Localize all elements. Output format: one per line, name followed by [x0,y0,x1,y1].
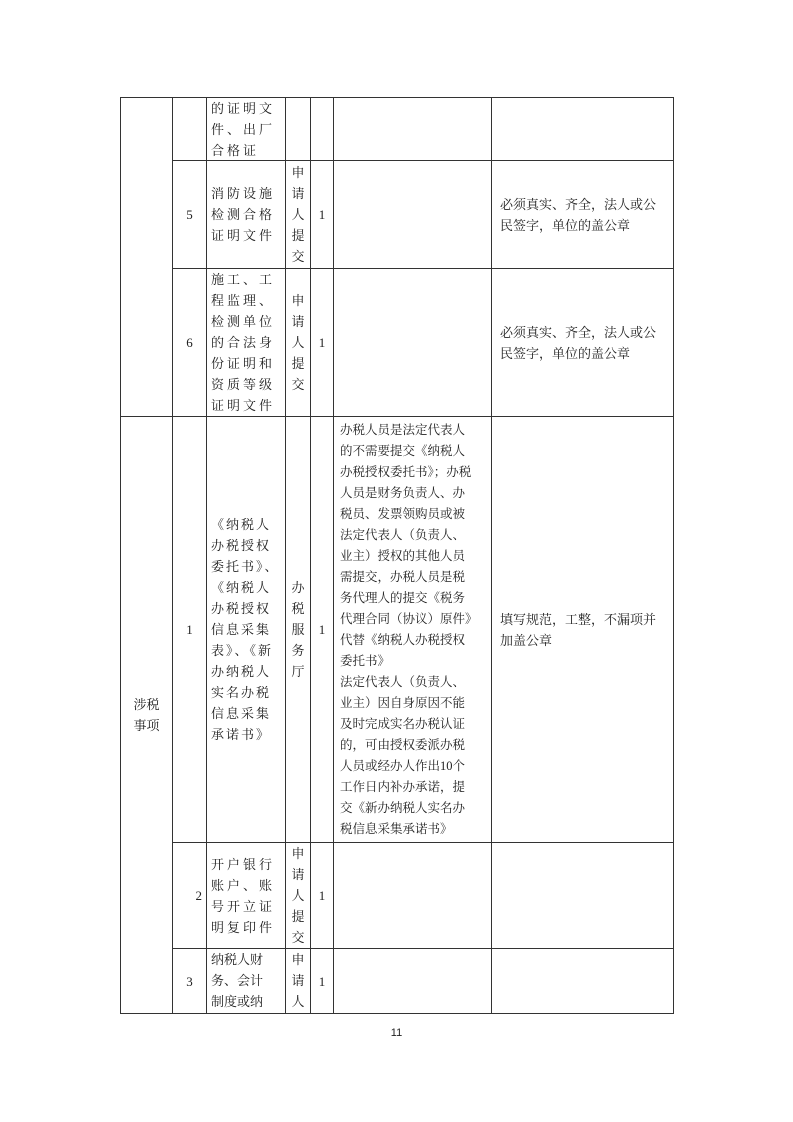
material-cell: 纳税人财 务、会计 制度或纳 [206,948,286,1014]
note-cell [333,160,492,269]
copies-cell: 1 [310,948,334,1014]
note-cell [333,948,492,1014]
category-label: 涉税 事项 [133,697,160,733]
material-cell: 的证明文 件、出厂 合格证 [206,97,286,161]
note-cell [333,842,492,949]
requirement-cell [491,948,674,1014]
material-cell: 开户银行 账户、账 号开立证 明复印件 [206,842,286,949]
no-cell: 5 [172,160,207,269]
no-cell: 1 [172,416,207,843]
requirement-cell [491,842,674,949]
no-cell [172,97,207,161]
copies-cell: 1 [310,160,334,269]
source-cell: 申 请 人 提 交 [285,842,311,949]
source-cell [285,97,311,161]
material-cell: 施工、工 程监理、 检测单位 的合法身 份证明和 资质等级 证明文件 [206,268,286,417]
copies-cell: 1 [310,842,334,949]
requirement-cell: 必须真实、齐全，法人或公 民签字，单位的盖公章 [491,160,674,269]
no-cell: 2 [172,842,207,949]
requirement-cell: 必须真实、齐全，法人或公 民签字，单位的盖公章 [491,268,674,417]
no-cell: 6 [172,268,207,417]
requirement-cell: 填写规范，工整，不漏项并 加盖公章 [491,416,674,843]
note-cell: 办税人员是法定代表人 的不需要提交《纳税人 办税授权委托书》；办税 人员是财务负责人、办 税员、发票领购员或被 法定代表人（负责人、 业主）授权的其他人员 需提交，办税人员是税 务代理人的提交《税务 代理合同（协议）原件》 代替《纳税人办税授权 委托书》 法定代表人（负责人、 业主）因自身原因不能 及时完成实名办税认证 的，可由授权委派办税 人员或经办人作出10个 工作日内补办承诺，提 交《新办纳税人实名办 税信息采集承诺书》 [333,416,492,843]
note-cell [333,97,492,161]
source-cell: 办 税 服 务 厅 [285,416,311,843]
note-cell [333,268,492,417]
category-cell-tax [120,416,173,1014]
material-cell: 消防设施 检测合格 证明文件 [206,160,286,269]
no-cell: 3 [172,948,207,1014]
copies-cell: 1 [310,268,334,417]
category-cell-previous [120,97,173,417]
source-cell: 申 请 人 [285,948,311,1014]
page-number: 11 [390,1027,403,1039]
requirement-cell [491,97,674,161]
material-cell: 《纳税人 办税授权 委托书》、 《纳税人 办税授权 信息采集 表》、《新 办纳税人 实名办税 信息采集 承诺书》 [206,416,286,843]
copies-cell [310,97,334,161]
source-cell: 申 请 人 提 交 [285,160,311,269]
source-cell: 申 请 人 提 交 [285,268,311,417]
copies-cell: 1 [310,416,334,843]
